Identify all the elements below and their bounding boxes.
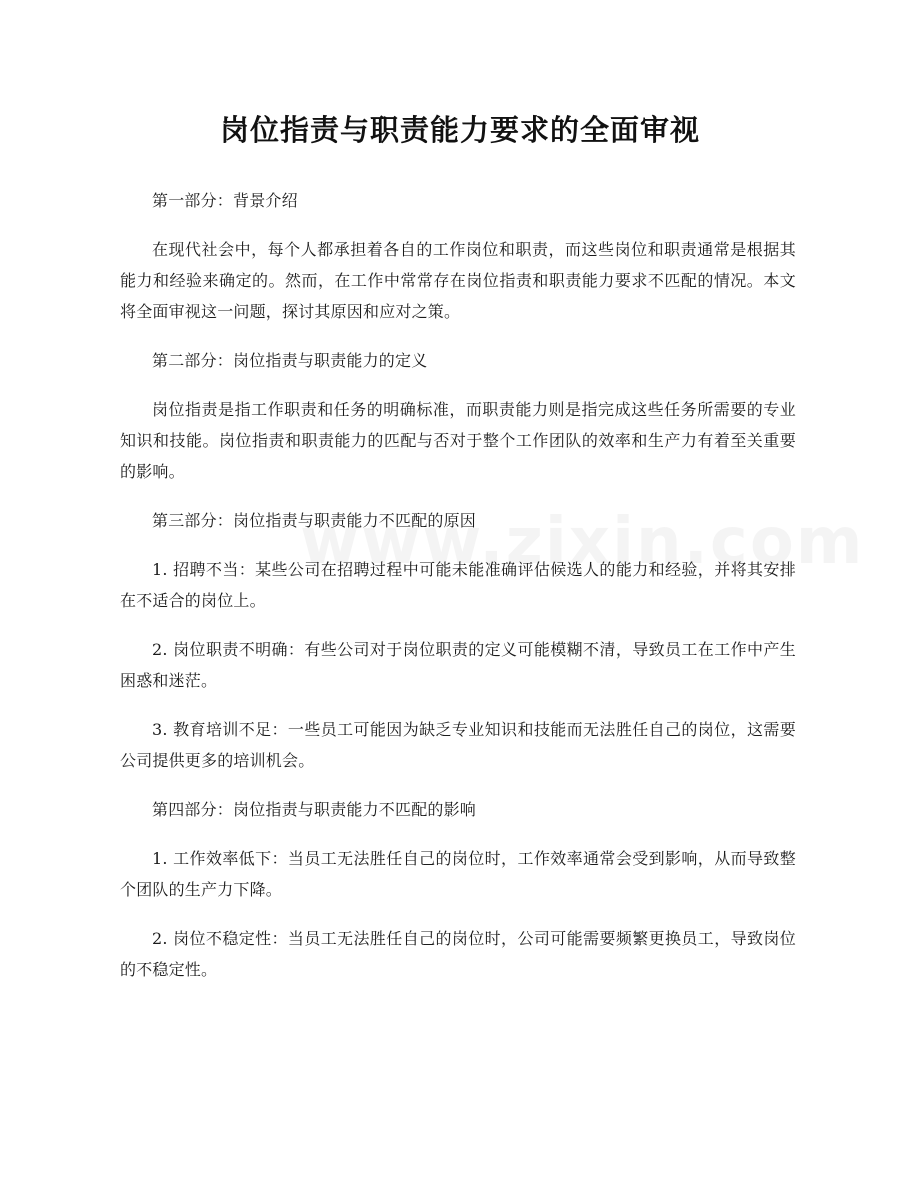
list-item-cause-3: 3. 教育培训不足：一些员工可能因为缺乏专业知识和技能而无法胜任自己的岗位，这需要公司提供更多的培训机会。: [120, 720, 796, 770]
paragraph-background: 在现代社会中，每个人都承担着各自的工作岗位和职责，而这些岗位和职责通常是根据其能力和经验来确定的。然而，在工作中常常存在岗位指责和职责能力要求不匹配的情况。本文将全面审视这一问题，探讨其原因和应对之策。: [120, 240, 796, 321]
paragraph-definition: 岗位指责是指工作职责和任务的明确标准，而职责能力则是指完成这些任务所需要的专业知识和技能。岗位指责和职责能力的匹配与否对于整个工作团队的效率和生产力有着至关重要的影响。: [120, 400, 796, 481]
list-item-impact-2: 2. 岗位不稳定性：当员工无法胜任自己的岗位时，公司可能需要频繁更换员工，导致岗位的不稳定性。: [120, 929, 796, 979]
section-heading-causes: 第三部分：岗位指责与职责能力不匹配的原因: [152, 511, 477, 530]
section-heading-definition: 第二部分：岗位指责与职责能力的定义: [152, 351, 428, 370]
section-heading-background: 第一部分：背景介绍: [152, 191, 298, 210]
document-title: 岗位指责与职责能力要求的全面审视: [219, 113, 700, 147]
section-heading-impact: 第四部分：岗位指责与职责能力不匹配的影响: [152, 800, 477, 819]
list-item-impact-1: 1. 工作效率低下：当员工无法胜任自己的岗位时，工作效率通常会受到影响，从而导致整个团队的生产力下降。: [120, 849, 796, 899]
document-body: [120, 185, 796, 1003]
list-item-cause-1: 1. 招聘不当：某些公司在招聘过程中可能未能准确评估候选人的能力和经验，并将其安排在不适合的岗位上。: [120, 560, 796, 610]
list-item-cause-2: 2. 岗位职责不明确：有些公司对于岗位职责的定义可能模糊不清，导致员工在工作中产生困惑和迷茫。: [120, 640, 796, 690]
